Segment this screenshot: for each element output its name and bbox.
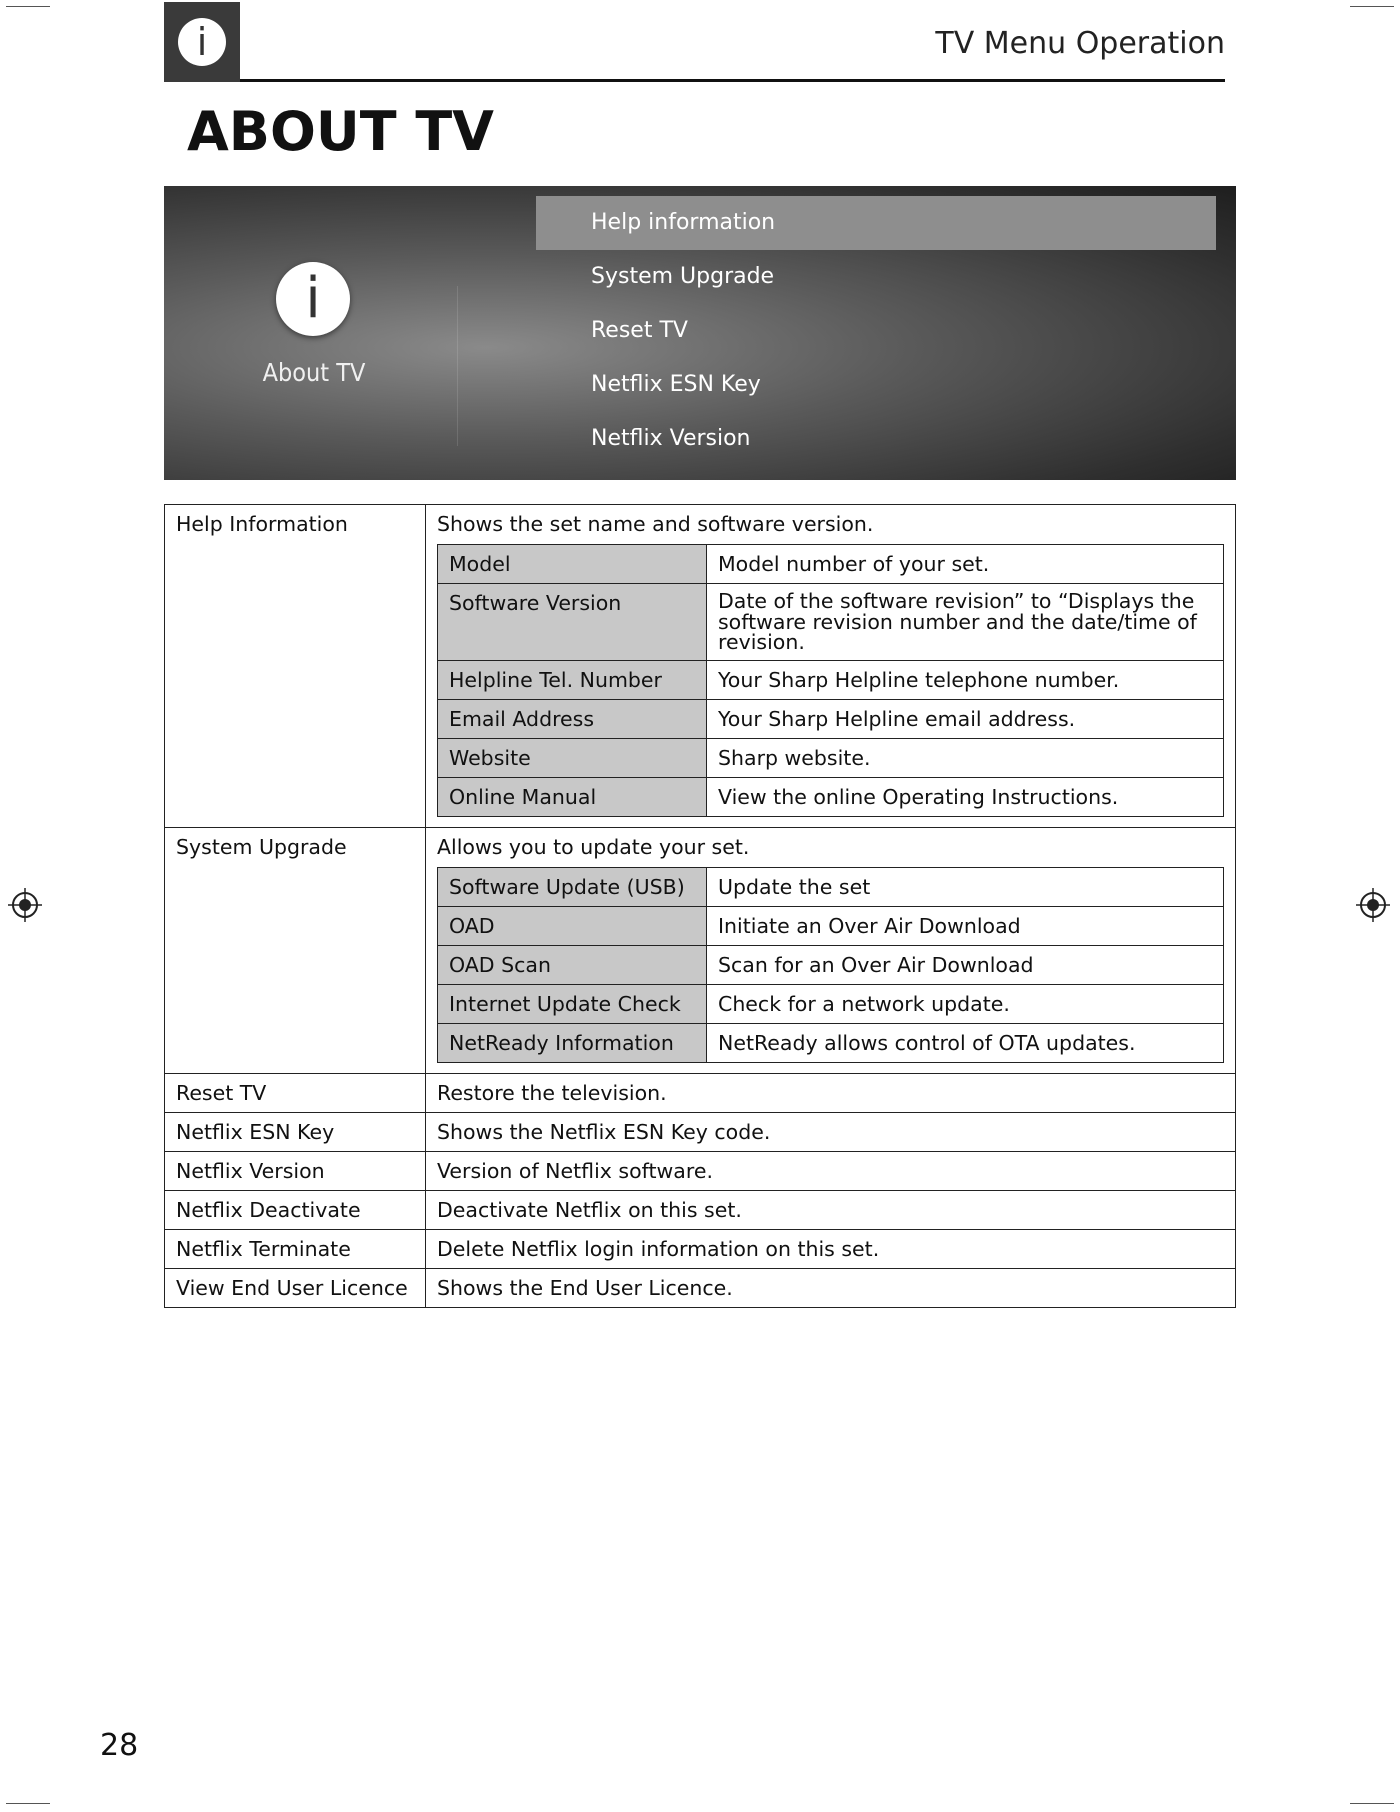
system-upgrade-subtable	[437, 867, 1224, 1063]
sub-key: OAD Scan	[438, 945, 707, 984]
sub-value: NetReady allows control of OTA updates.	[707, 1023, 1224, 1062]
header-divider	[240, 79, 1225, 82]
row-description: Shows the Netflix ESN Key code.	[426, 1112, 1236, 1151]
sub-key: Model	[438, 545, 707, 584]
tv-divider	[457, 286, 458, 446]
sub-value: Update the set	[707, 867, 1224, 906]
sub-value: Date of the software revision” to “Displays the software revision number and the date/time of revision.	[707, 584, 1224, 661]
subtable-row	[438, 699, 1224, 738]
crop-mark	[1350, 1803, 1394, 1804]
sub-key: NetReady Information	[438, 1023, 707, 1062]
sub-key: Software Update (USB)	[438, 867, 707, 906]
row-description: Version of Netflix software.	[426, 1151, 1236, 1190]
tv-menu-item-help-information[interactable]: Help information	[536, 196, 1216, 250]
tv-menu-item-system-upgrade[interactable]: System Upgrade	[591, 264, 775, 289]
row-name: Reset TV	[165, 1073, 426, 1112]
header-info-badge	[164, 2, 240, 82]
info-icon: i	[178, 18, 226, 66]
row-description: Shows the set name and software version.	[437, 512, 874, 536]
sub-key: Online Manual	[438, 777, 707, 816]
sub-key: Email Address	[438, 699, 707, 738]
sub-key: OAD	[438, 906, 707, 945]
row-description: Allows you to update your set.	[437, 834, 750, 859]
table-row	[165, 505, 1236, 828]
row-name: Help Information	[165, 505, 426, 828]
row-description: Shows the End User Licence.	[426, 1268, 1236, 1307]
subtable-row	[438, 945, 1224, 984]
row-description-cell	[426, 505, 1236, 828]
page-number: 28	[100, 1728, 139, 1763]
subtable-row	[438, 777, 1224, 816]
sub-value: Initiate an Over Air Download	[707, 906, 1224, 945]
row-description: Deactivate Netflix on this set.	[426, 1190, 1236, 1229]
crop-mark	[6, 6, 50, 7]
table-row	[165, 1151, 1236, 1190]
tv-menu-item-netflix-esn-key[interactable]: Netflix ESN Key	[591, 372, 761, 397]
help-info-subtable	[437, 544, 1224, 817]
registration-mark-icon	[8, 888, 42, 922]
row-name: System Upgrade	[165, 827, 426, 1073]
table-row	[165, 827, 1236, 1073]
tv-menu-list	[536, 196, 1216, 466]
sub-key: Internet Update Check	[438, 984, 707, 1023]
row-description-cell	[426, 827, 1236, 1073]
table-row	[165, 1112, 1236, 1151]
registration-mark-icon	[1356, 888, 1390, 922]
tv-menu-screenshot	[164, 186, 1236, 480]
row-description: Restore the television.	[426, 1073, 1236, 1112]
row-description: Delete Netflix login information on this set.	[426, 1229, 1236, 1268]
table-row	[165, 1190, 1236, 1229]
subtable-row	[438, 1023, 1224, 1062]
sub-value: Model number of your set.	[707, 545, 1224, 584]
subtable-row	[438, 584, 1224, 661]
tv-menu-item-reset-tv[interactable]: Reset TV	[591, 318, 688, 343]
row-name: Netflix Deactivate	[165, 1190, 426, 1229]
sub-value: Scan for an Over Air Download	[707, 945, 1224, 984]
sub-key: Website	[438, 738, 707, 777]
subtable-row	[438, 906, 1224, 945]
about-tv-table	[164, 504, 1236, 1308]
section-title: TV Menu Operation	[935, 26, 1225, 61]
sub-value: Your Sharp Helpline email address.	[707, 699, 1224, 738]
sub-value: View the online Operating Instructions.	[707, 777, 1224, 816]
subtable-row	[438, 660, 1224, 699]
sub-value: Your Sharp Helpline telephone number.	[707, 660, 1224, 699]
tv-menu-item-netflix-version[interactable]: Netflix Version	[591, 426, 751, 451]
row-name: View End User Licence	[165, 1268, 426, 1307]
crop-mark	[1350, 6, 1394, 7]
subtable-row	[438, 738, 1224, 777]
crop-mark	[6, 1803, 50, 1804]
sub-value: Check for a network update.	[707, 984, 1224, 1023]
sub-key: Software Version	[438, 584, 707, 661]
row-name: Netflix Version	[165, 1151, 426, 1190]
sub-key: Helpline Tel. Number	[438, 660, 707, 699]
subtable-row	[438, 867, 1224, 906]
table-row	[165, 1229, 1236, 1268]
subtable-row	[438, 984, 1224, 1023]
row-name: Netflix ESN Key	[165, 1112, 426, 1151]
subtable-row	[438, 545, 1224, 584]
sub-value: Sharp website.	[707, 738, 1224, 777]
row-name: Netflix Terminate	[165, 1229, 426, 1268]
tv-section-label: About TV	[262, 358, 366, 387]
table-row	[165, 1268, 1236, 1307]
about-tv-info-icon: i	[276, 262, 350, 336]
page-title: ABOUT TV	[187, 100, 494, 163]
table-row	[165, 1073, 1236, 1112]
